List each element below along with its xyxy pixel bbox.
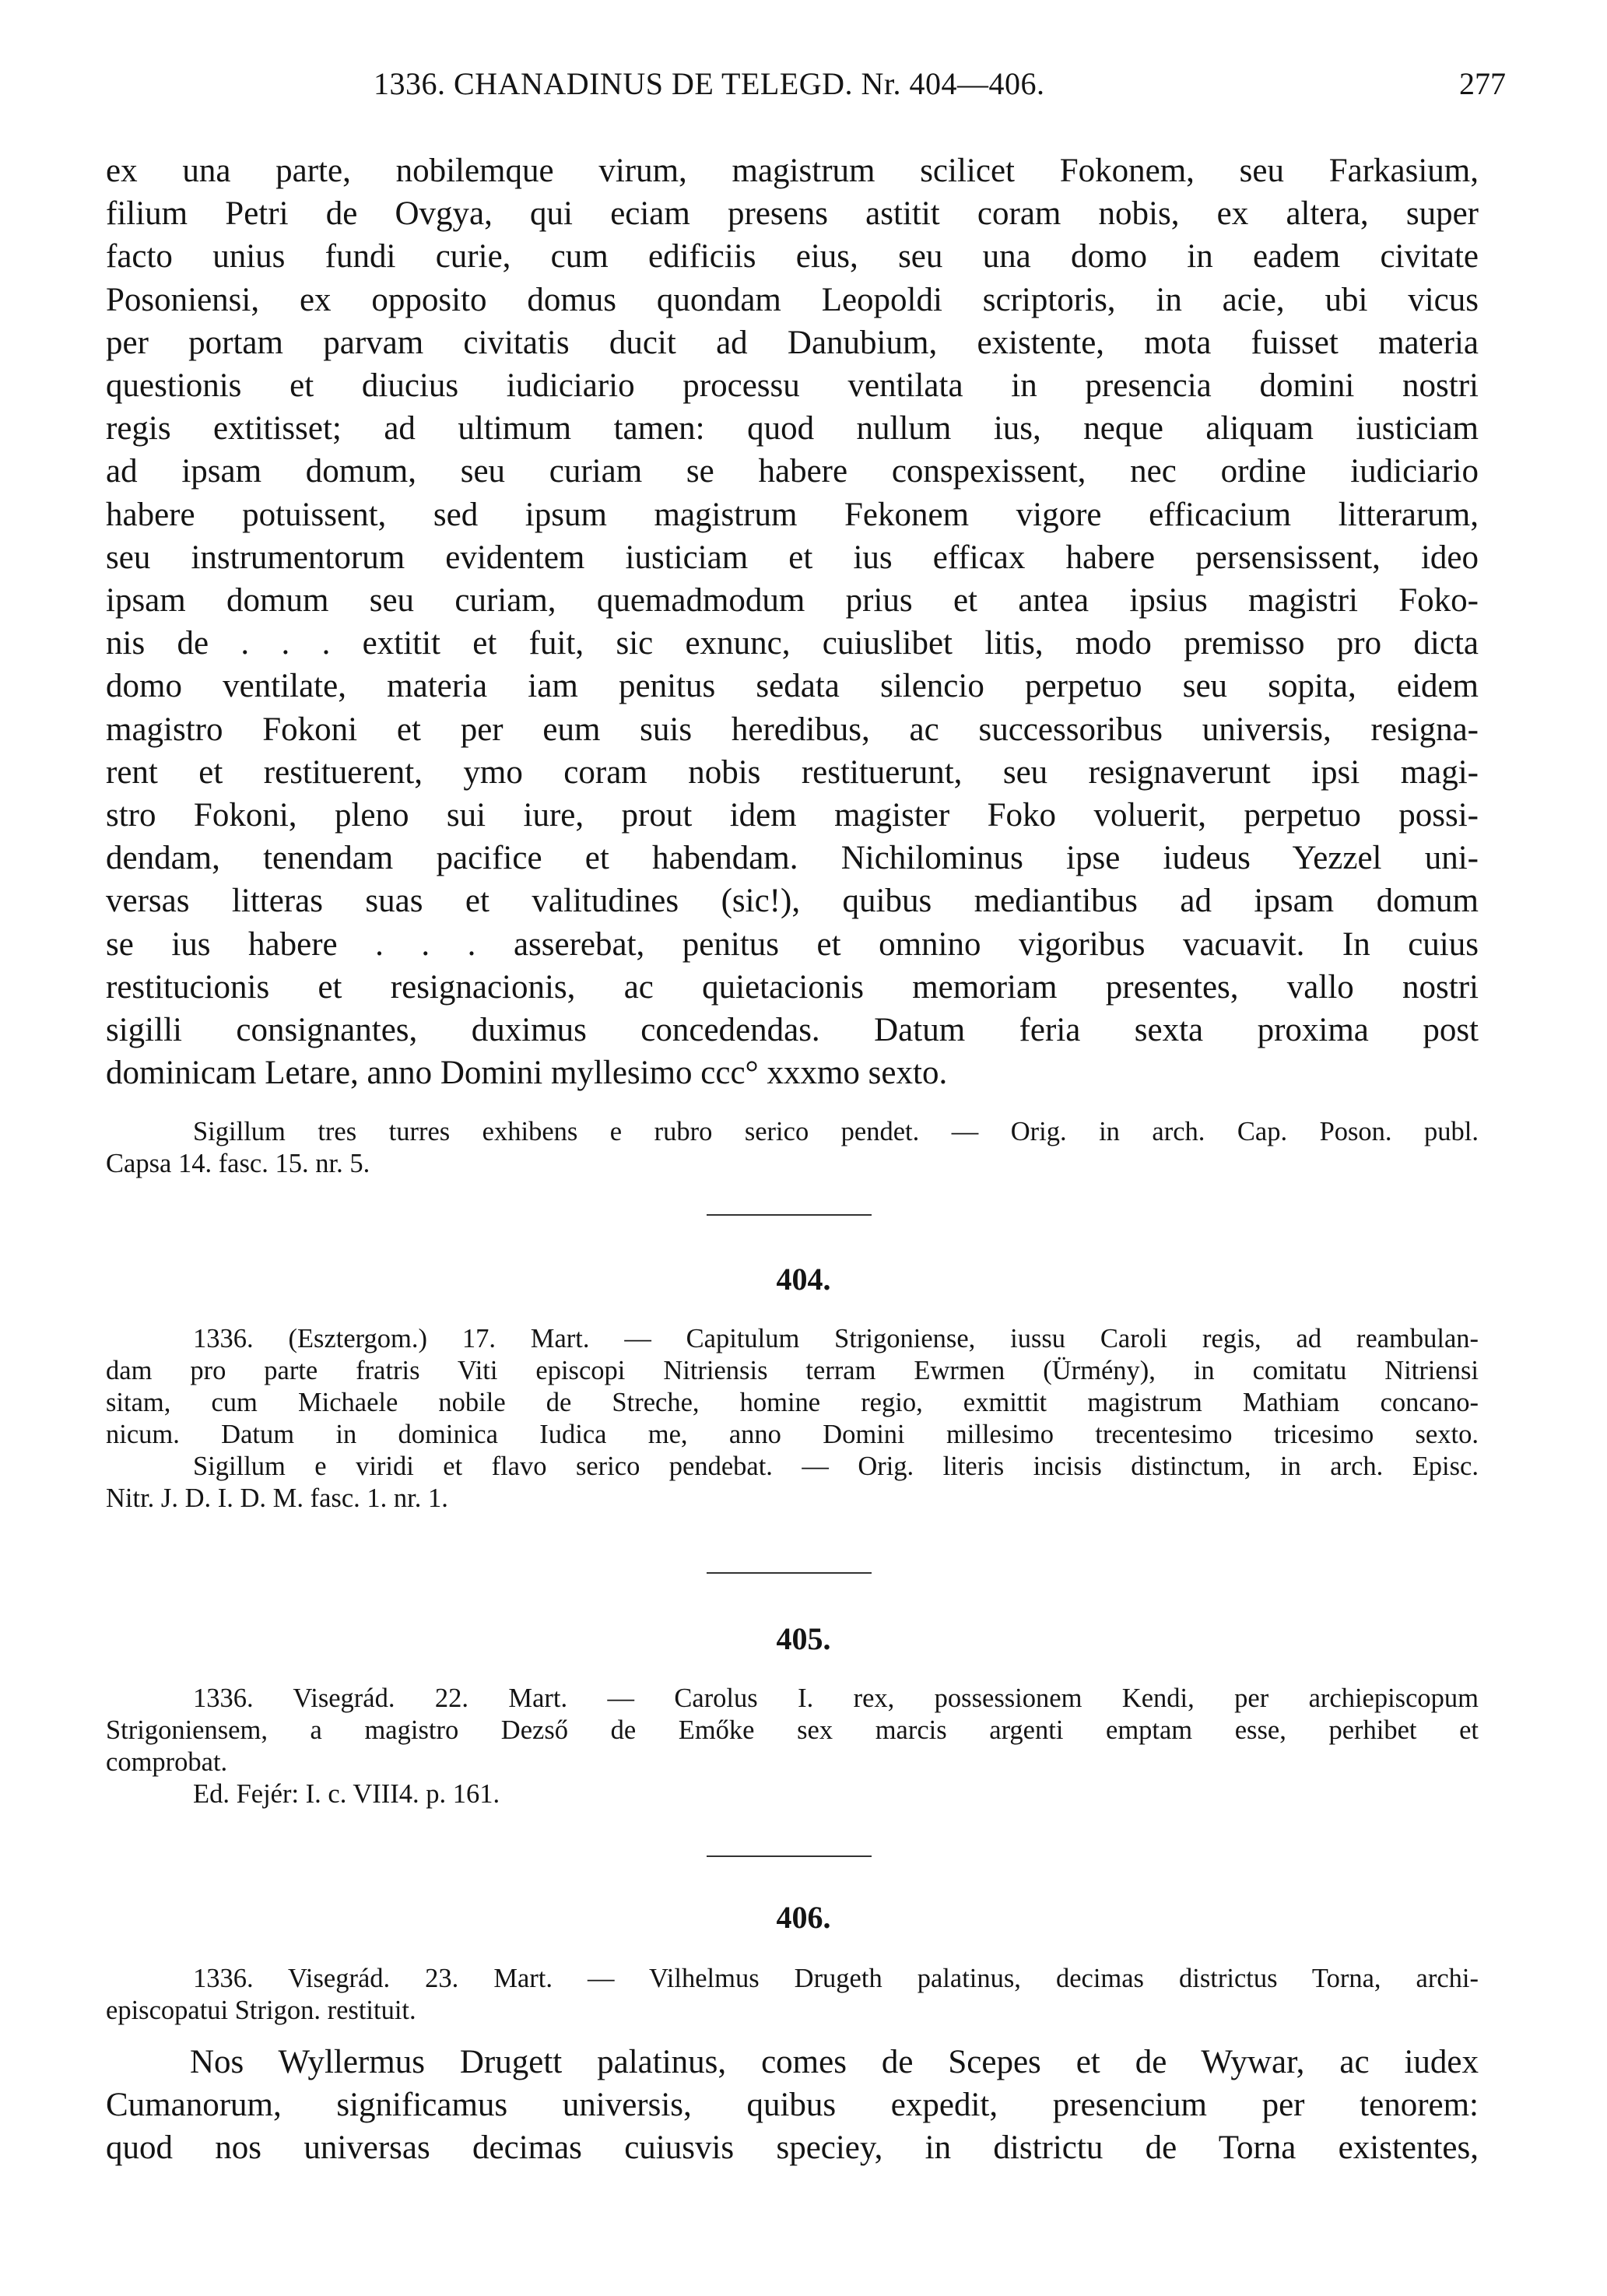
seal-note	[106, 1116, 1479, 1180]
text-line: Posoniensi, ex opposito domus quondam Leopoldi scriptoris, in acie, ubi vicus	[106, 281, 1479, 318]
text-line: sigilli consignantes, duximus concedendas. Datum feria sexta proxima post	[106, 1012, 1479, 1049]
charter-text-406	[106, 2041, 1479, 2170]
note-line: Nitr. J. D. I. D. M. fasc. 1. nr. 1.	[106, 1483, 448, 1513]
text-line: restitucionis et resignacionis, ac quietacionis memoriam presentes, vallo nostri	[106, 968, 1479, 1006]
text-line: per portam parvam civitatis ducit ad Danubium, existente, mota fuisset materia	[106, 324, 1479, 361]
note-line: Capsa 14. fasc. 15. nr. 5.	[106, 1149, 370, 1178]
note-line: Sigillum tres turres exhibens e rubro serico pendet. — Orig. in arch. Cap. Poson. publ.	[193, 1117, 1479, 1146]
regest-404	[106, 1323, 1479, 1515]
text-line: versas litteras suas et valitudines (sic!), quibus mediantibus ad ipsam domum	[106, 883, 1479, 920]
document-number-404: 404.	[776, 1262, 831, 1297]
running-header	[109, 61, 1506, 107]
text-line: habere potuissent, sed ipsum magistrum Fekonem vigore efficacium litterarum,	[106, 496, 1479, 533]
text-line: stro Fokoni, pleno sui iure, prout idem magister Foko voluerit, perpetuo possi-	[106, 797, 1479, 834]
section-divider	[707, 1572, 872, 1574]
note-line: Sigillum e viridi et flavo serico pendebat. — Orig. literis incisis distinctum, in arch. Episc.	[193, 1452, 1479, 1481]
regest-line: 1336. Visegrád. 23. Mart. — Vilhelmus Drugeth palatinus, decimas districtus Torna, archi-	[193, 1964, 1479, 1993]
regest-line: nicum. Datum in dominica Iudica me, anno Domini millesimo trecentesimo tricesimo sexto.	[106, 1420, 1479, 1449]
text-line: ipsam domum seu curiam, quemadmodum prius et antea ipsius magistri Foko-	[106, 582, 1479, 620]
regest-line: episcopatui Strigon. restituit.	[106, 1996, 416, 2025]
section-divider	[707, 1855, 872, 1857]
text-line: ex una parte, nobilemque virum, magistrum scilicet Fokonem, seu Farkasium,	[106, 153, 1479, 189]
running-title: 1336. CHANADINUS DE TELEGD. Nr. 404—406.	[374, 66, 1045, 101]
charter-continuation-text	[106, 149, 1479, 1094]
edition-reference: Ed. Fejér: I. c. VIII4. p. 161.	[193, 1779, 500, 1809]
regest-405	[106, 1683, 1479, 1810]
text-line: questionis et diucius iudiciario processu ventilata in presencia domini nostri	[106, 367, 1479, 405]
text-line: dominicam Letare, anno Domini myllesimo ccc° xxxmo sexto.	[106, 1055, 948, 1092]
text-line: dendam, tenendam pacifice et habendam. Nichilominus ipse iudeus Yezzel uni-	[106, 840, 1479, 877]
text-line: nis de . . . extitit et fuit, sic exnunc, cuiuslibet litis, modo premisso pro dicta	[106, 625, 1479, 662]
regest-line: Strigoniensem, a magistro Dezső de Emőke sex marcis argenti emptam esse, perhibet et	[106, 1715, 1479, 1745]
text-line: Cumanorum, significamus universis, quibus expedit, presencium per tenorem:	[106, 2087, 1479, 2124]
document-number-406: 406.	[776, 1900, 831, 1935]
text-line: rent et restituerent, ymo coram nobis restituerunt, seu resignaverunt ipsi magi-	[106, 753, 1479, 791]
regest-406	[106, 1963, 1479, 2027]
section-divider	[707, 1214, 872, 1216]
text-line: regis extitisset; ad ultimum tamen: quod nullum ius, neque aliquam iusticiam	[106, 410, 1479, 448]
text-line: domo ventilate, materia iam penitus sedata silencio perpetuo seu sopita, eidem	[106, 668, 1479, 705]
regest-line: sitam, cum Michaele nobile de Streche, homine regio, exmittit magistrum Mathiam concano-	[106, 1388, 1479, 1417]
text-line: magistro Fokoni et per eum suis heredibus, ac successoribus universis, resigna-	[106, 711, 1479, 748]
text-line: Nos Wyllermus Drugett palatinus, comes de Scepes et de Wywar, ac iudex	[190, 2044, 1479, 2080]
regest-line: 1336. Visegrád. 22. Mart. — Carolus I. rex, possessionem Kendi, per archiepiscopum	[193, 1683, 1479, 1713]
text-line: facto unius fundi curie, cum edificiis eius, seu una domo in eadem civitate	[106, 238, 1479, 276]
text-line: filium Petri de Ovgya, qui eciam presens astitit coram nobis, ex altera, super	[106, 195, 1479, 233]
text-line: seu instrumentorum evidentem iusticiam et ius efficax habere persensissent, ideo	[106, 539, 1479, 576]
text-line: ad ipsam domum, seu curiam se habere conspexissent, nec ordine iudiciario	[106, 453, 1479, 490]
page-number: 277	[1459, 66, 1506, 101]
regest-line: comprobat.	[106, 1747, 228, 1777]
text-line: se ius habere . . . asserebat, penitus et omnino vigoribus vacuavit. In cuius	[106, 925, 1479, 963]
document-number-405: 405.	[776, 1621, 831, 1656]
text-line: quod nos universas decimas cuiusvis speciey, in districtu de Torna existentes,	[106, 2129, 1479, 2167]
regest-line: dam pro parte fratris Viti episcopi Nitriensis terram Ewrmen (Ürmény), in comitatu Nitriensi	[106, 1356, 1479, 1385]
regest-line: 1336. (Esztergom.) 17. Mart. — Capitulum Strigoniense, iussu Caroli regis, ad reambulan-	[193, 1324, 1479, 1353]
